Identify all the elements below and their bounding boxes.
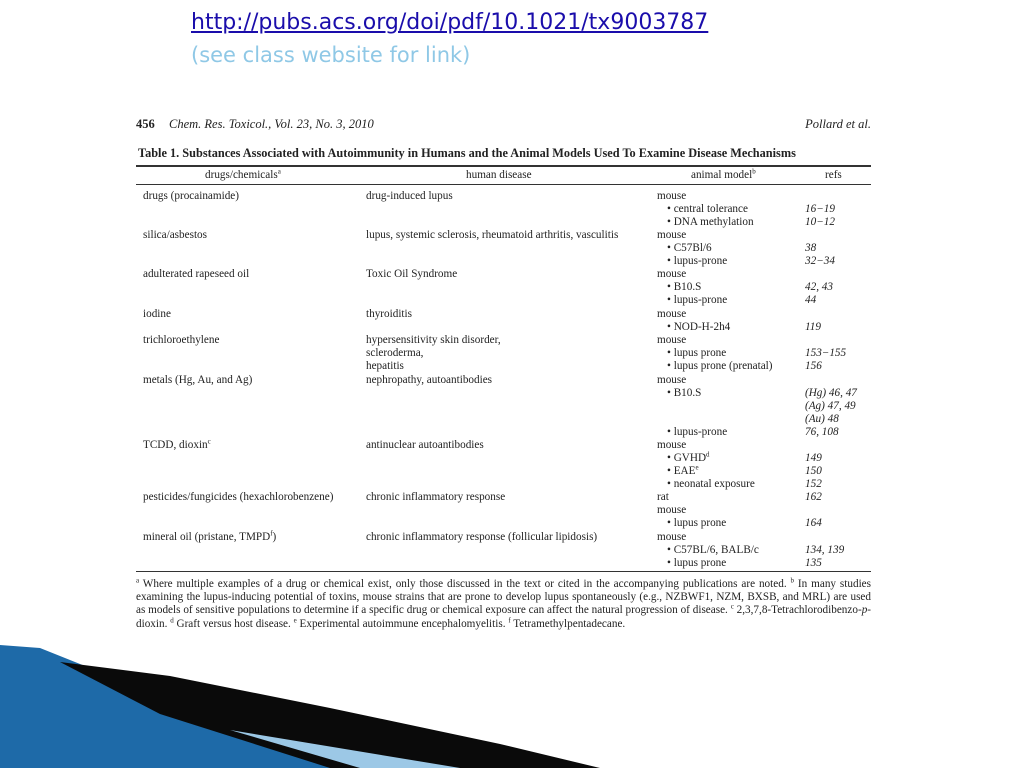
cell-refs: 76, 108	[805, 426, 839, 438]
cell-animal-model: • GVHD$^d$	[667, 450, 710, 464]
header-model: animal model$^b$	[691, 167, 756, 181]
cell-animal-model: • C57BL/6, BALB/c	[667, 544, 759, 556]
cell-refs: 134, 139	[805, 544, 845, 556]
cell-disease: drug-induced lupus	[366, 190, 453, 202]
cell-refs: 164	[805, 517, 822, 529]
cell-animal-model: mouse	[657, 308, 687, 320]
cell-refs: 149	[805, 452, 822, 464]
cell-disease: hepatitis	[366, 360, 404, 372]
cell-animal-model: rat	[657, 491, 669, 503]
journal-citation: Chem. Res. Toxicol., Vol. 23, No. 3, 2010	[169, 117, 374, 131]
header-refs: refs	[825, 169, 842, 181]
cell-disease: chronic inflammatory response	[366, 491, 506, 503]
cell-disease: scleroderma,	[366, 347, 424, 359]
cell-animal-model: • lupus prone	[667, 517, 727, 529]
cell-drug: silica/asbestos	[143, 229, 208, 241]
cell-disease: antinuclear autoantibodies	[366, 439, 484, 451]
cell-refs: 135	[805, 557, 822, 569]
cell-refs: 38	[805, 242, 817, 254]
cell-animal-model: • B10.S	[667, 387, 702, 399]
cell-disease: hypersensitivity skin disorder,	[366, 334, 501, 346]
cell-refs: 10−12	[805, 216, 835, 228]
cell-disease: Toxic Oil Syndrome	[366, 268, 458, 280]
cell-refs: 16−19	[805, 203, 835, 215]
cell-refs: (Hg) 46, 47	[805, 387, 857, 399]
cell-animal-model: • B10.S	[667, 281, 702, 293]
cell-refs: 153−155	[805, 347, 847, 359]
cell-animal-model: • lupus prone (prenatal)	[667, 360, 773, 372]
cell-drug: pesticides/fungicides (hexachlorobenzene)	[143, 491, 334, 503]
cell-animal-model: • lupus-prone	[667, 255, 728, 267]
link-note: (see class website for link)	[191, 43, 471, 67]
table-caption: Table 1. Substances Associated with Autoimmunity in Humans and the Animal Models Used To Examine Disease Mechanisms	[138, 146, 796, 160]
cell-animal-model: • lupus prone	[667, 347, 727, 359]
cell-animal-model: mouse	[657, 374, 687, 386]
article-authors: Pollard et al.	[805, 117, 871, 131]
cell-disease: nephropathy, autoantibodies	[366, 374, 493, 386]
cell-disease: chronic inflammatory response (follicular lipidosis)	[366, 531, 598, 543]
cell-drug: adulterated rapeseed oil	[143, 268, 250, 280]
cell-refs: (Au) 48	[805, 413, 839, 425]
cell-disease: thyroiditis	[366, 308, 412, 320]
table-bottom-rule	[136, 571, 871, 572]
cell-refs: 32−34	[805, 255, 835, 267]
cell-refs: 42, 43	[805, 281, 833, 293]
table-footnote: $^a$ Where multiple examples of a drug or chemical exist, only those discussed in the text or cited in the accompanying publications are noted. $^b$ In many studies examining the lupus-inducing potential of toxins, mouse strains that are prone to develop lupus spontaneously (e.g., NZBWF1, NZM, BXSB, and MRL) are used as models of sensitive populations to determine if a specific drug or chemical exposure can affect the natural progression of disease. $^c$ 2,3,7,8-Tetrachlorodibenzo-p-dioxin. $^d$ Graft versus host disease. $^e$ Experimental autoimmune encephalomyelitis. $^f$ Tetramethylpentadecane.	[136, 576, 872, 630]
cell-animal-model: mouse	[657, 190, 687, 202]
header-disease: human disease	[466, 169, 532, 181]
cell-drug: TCDD, dioxin$^c$	[143, 437, 211, 451]
cell-drug: metals (Hg, Au, and Ag)	[143, 374, 253, 386]
cell-animal-model: mouse	[657, 229, 687, 241]
cell-refs: 162	[805, 491, 822, 503]
page-number: 456	[136, 117, 155, 131]
cell-animal-model: • neonatal exposure	[667, 478, 755, 490]
cell-animal-model: • lupus-prone	[667, 294, 728, 306]
cell-animal-model: mouse	[657, 268, 687, 280]
cell-animal-model: mouse	[657, 504, 687, 516]
cell-animal-model: • C57Bl/6	[667, 242, 712, 254]
cell-animal-model: mouse	[657, 334, 687, 346]
cell-animal-model: • lupus-prone	[667, 426, 728, 438]
cell-animal-model: • central tolerance	[667, 203, 748, 215]
cell-animal-model: • NOD-H-2h4	[667, 321, 731, 333]
cell-refs: 119	[805, 321, 821, 333]
cell-animal-model: • EAE$^e$	[667, 463, 699, 477]
cell-drug: trichloroethylene	[143, 334, 220, 346]
cell-refs: (Ag) 47, 49	[805, 400, 856, 412]
cell-refs: 150	[805, 465, 822, 477]
doi-link[interactable]: http://pubs.acs.org/doi/pdf/10.1021/tx9003787	[191, 10, 709, 35]
cell-disease: lupus, systemic sclerosis, rheumatoid arthritis, vasculitis	[366, 229, 619, 241]
cell-animal-model: mouse	[657, 531, 687, 543]
cell-drug: drugs (procainamide)	[143, 190, 239, 202]
cell-refs: 156	[805, 360, 822, 372]
table-header-rule	[136, 184, 871, 185]
header-drugs: drugs/chemicals$^a$	[205, 167, 281, 181]
cell-animal-model: • lupus prone	[667, 557, 727, 569]
cell-drug: iodine	[143, 308, 171, 320]
cell-drug: mineral oil (pristane, TMPD$^f$)	[143, 529, 277, 543]
cell-refs: 44	[805, 294, 817, 306]
cell-animal-model: • DNA methylation	[667, 216, 754, 228]
table-top-rule	[136, 165, 871, 167]
cell-animal-model: mouse	[657, 439, 687, 451]
journal-header	[136, 117, 871, 135]
decorative-wedge	[0, 640, 1024, 768]
cell-refs: 152	[805, 478, 822, 490]
